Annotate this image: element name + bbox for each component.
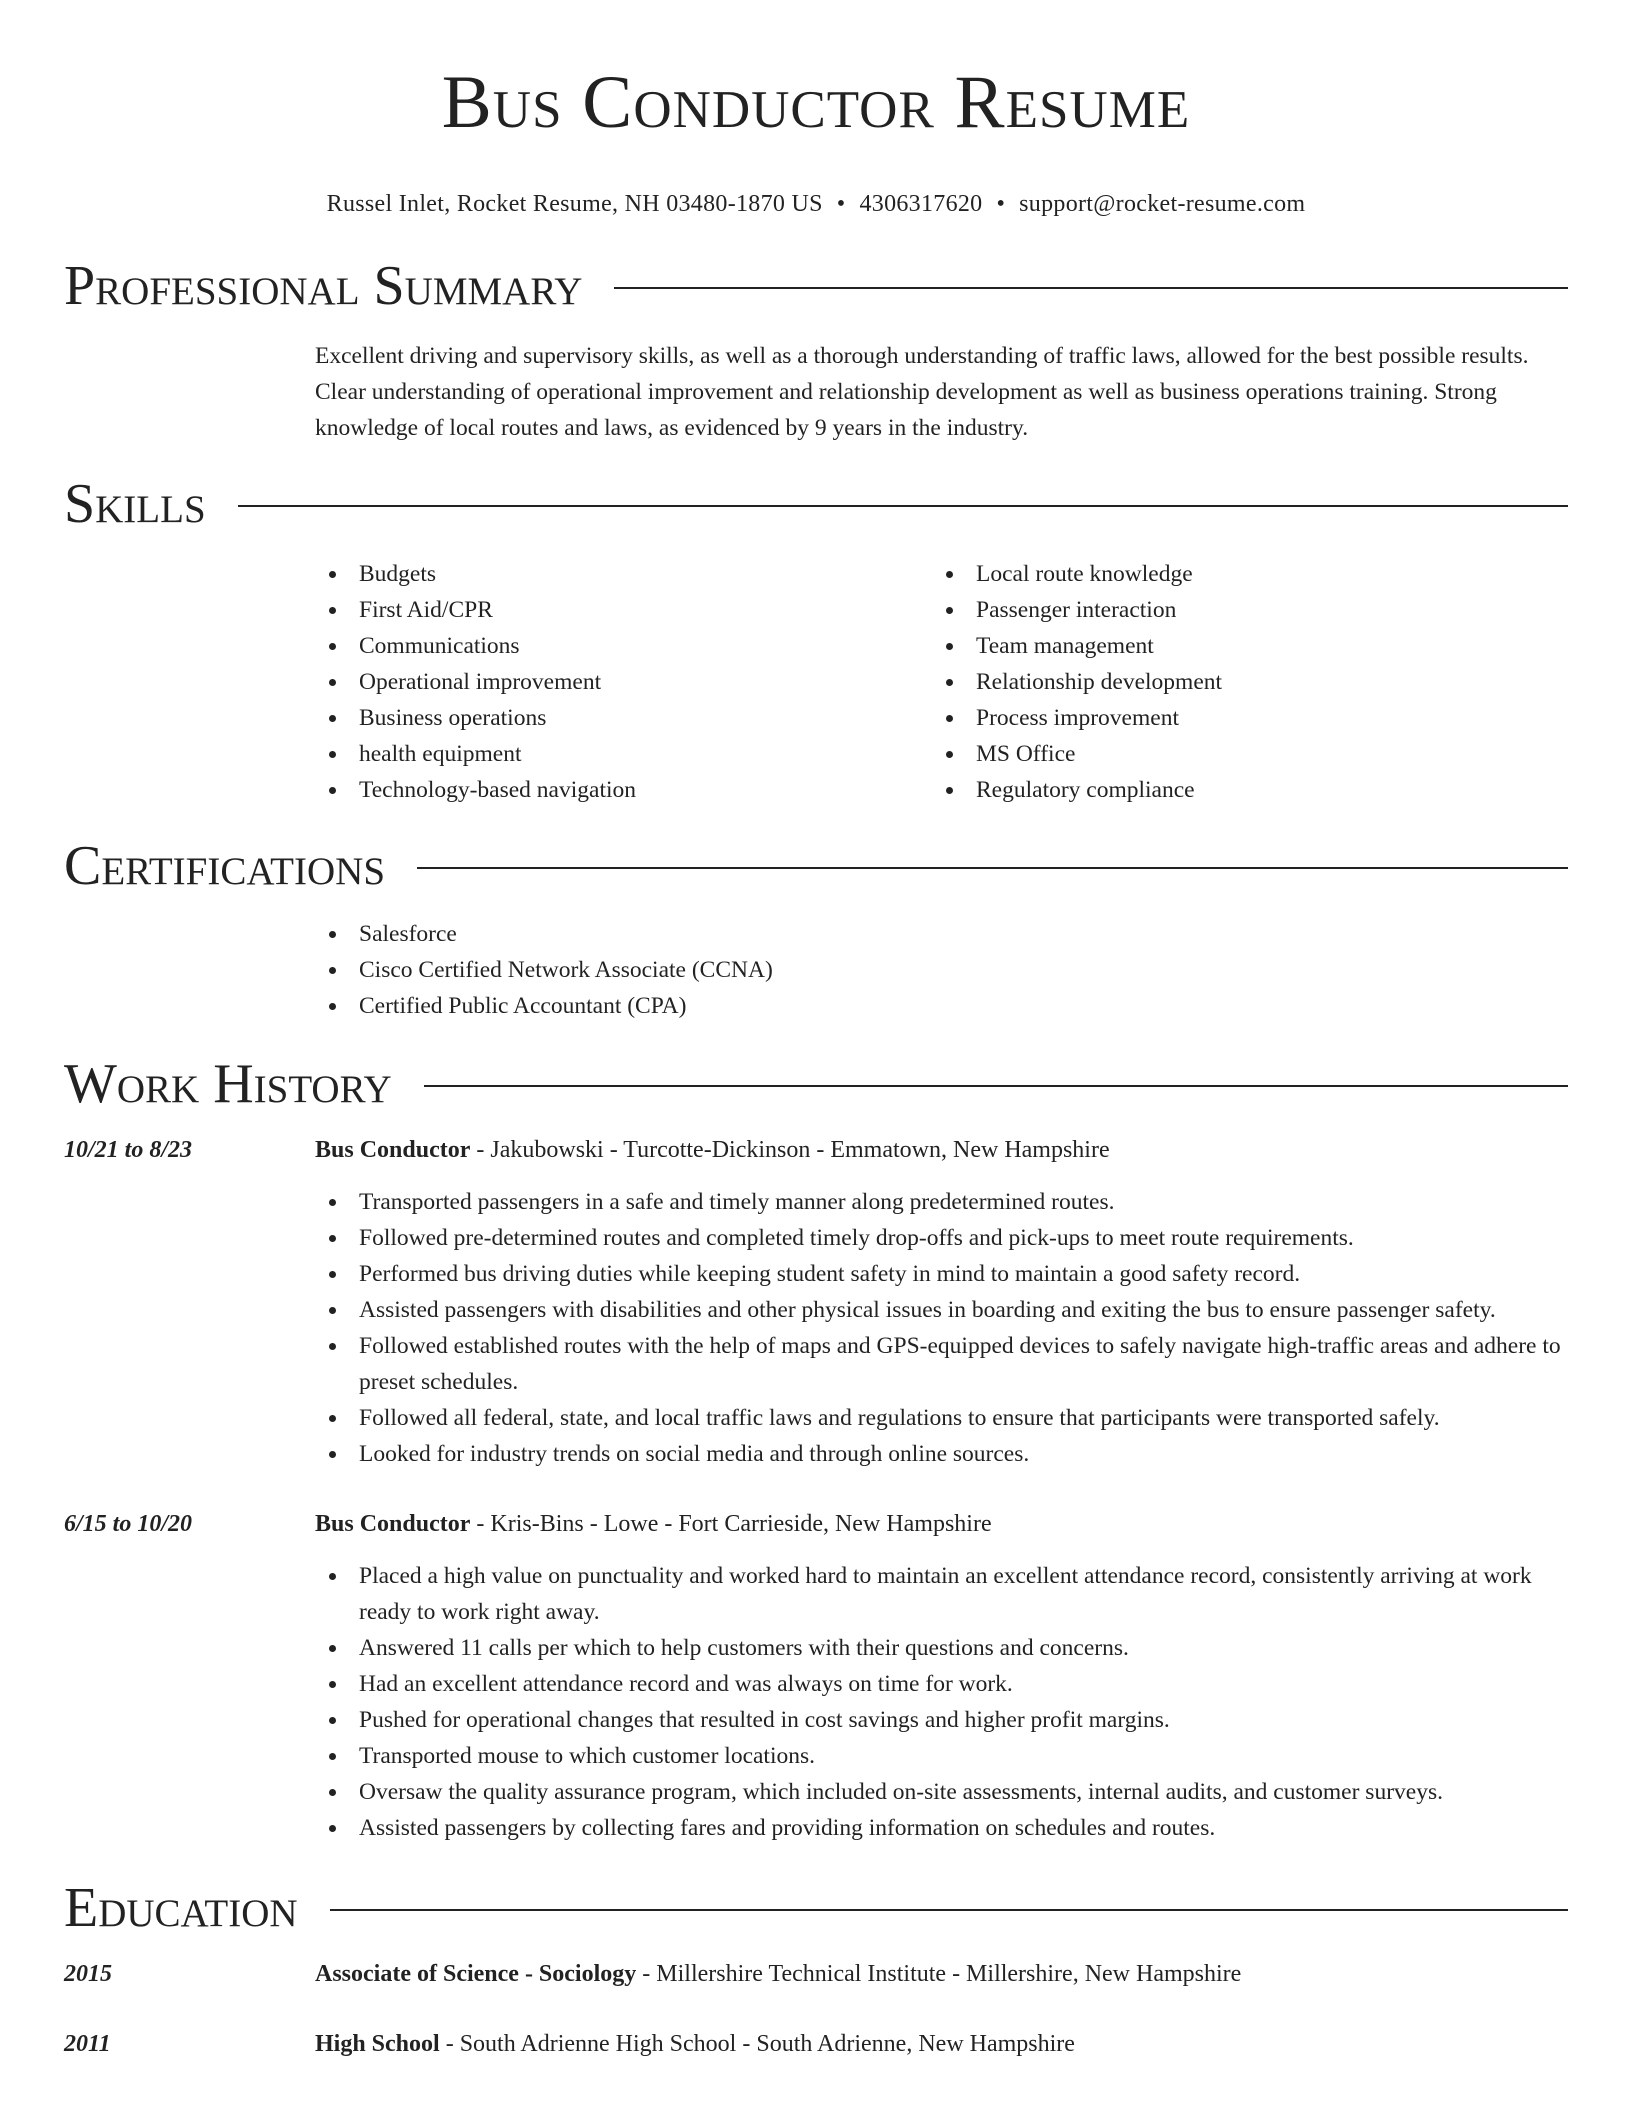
section-divider [238,505,1568,507]
job-dates: 10/21 to 8/23 [64,1137,193,1163]
list-item: MS Office [976,736,1549,772]
education-year: 2015 [64,1961,112,1987]
contact-line [64,188,1568,220]
job-dates: 6/15 to 10/20 [64,1511,193,1537]
job-details: - Kris-Bins - Lowe - Fort Carrieside, New Hampshire [470,1511,992,1537]
section-divider [417,867,1568,869]
education-line [315,1956,1241,1992]
section-title: Work History [64,1053,392,1115]
section-heading-certifications [64,834,1568,898]
list-item: Looked for industry trends on social media and through online sources. [359,1436,1568,1472]
list-item: Transported mouse to which customer locations. [359,1738,1568,1774]
list-item: Answered 11 calls per which to help customers with their questions and concerns. [359,1630,1568,1666]
list-item: Transported passengers in a safe and timely manner along predetermined routes. [359,1184,1568,1220]
list-item: Assisted passengers by collecting fares and providing information on schedules and routes. [359,1810,1568,1846]
job-header [64,1506,1568,1542]
skills-column-right [932,556,1549,808]
section-heading-work-history [64,1052,1568,1116]
list-item: Had an excellent attendance record and was always on time for work. [359,1666,1568,1702]
list-item: Process improvement [976,700,1549,736]
list-item: Budgets [359,556,932,592]
contact-phone: 4306317620 [859,191,983,217]
list-item: Followed pre-determined routes and completed timely drop-offs and pick-ups to meet route requirements. [359,1220,1568,1256]
list-item: Team management [976,628,1549,664]
list-item: Certified Public Accountant (CPA) [359,988,1568,1024]
list-item: First Aid/CPR [359,592,932,628]
list-item: Technology-based navigation [359,772,932,808]
list-item: Followed established routes with the help of maps and GPS-equipped devices to safely navigate high-traffic areas and adhere to preset schedules. [359,1328,1568,1400]
list-item: Regulatory compliance [976,772,1549,808]
contact-address: Russel Inlet, Rocket Resume, NH 03480-1870 US [326,191,823,217]
list-item: Salesforce [359,916,1568,952]
resume-title: Bus Conductor Resume [441,61,1191,144]
list-item: Communications [359,628,932,664]
section-heading-education [64,1876,1568,1940]
job-title: Bus Conductor [315,1137,471,1163]
list-item: Performed bus driving duties while keeping student safety in mind to maintain a good safety record. [359,1256,1568,1292]
job-title: Bus Conductor [315,1511,471,1537]
list-item: Business operations [359,700,932,736]
skills-list [315,556,1568,808]
section-heading-skills [64,472,1568,536]
list-item: Followed all federal, state, and local traffic laws and regulations to ensure that participants were transported safely. [359,1400,1568,1436]
education-details: - Millershire Technical Institute - Millershire, New Hampshire [636,1961,1242,1987]
list-item: Local route knowledge [976,556,1549,592]
section-divider [330,1909,1568,1911]
summary-text: Excellent driving and supervisory skills, as well as a thorough understanding of traffic laws, allowed for the best possible results. Clear understanding of operational improvement and relationship development as well as business operations training. Strong knowledge of local routes and laws, as evidenced by 9 years in the industry. [315,343,1529,441]
certifications-list [315,916,1568,1024]
list-item: Operational improvement [359,664,932,700]
list-item: Passenger interaction [976,592,1549,628]
job-details: - Jakubowski - Turcotte-Dickinson - Emmatown, New Hampshire [470,1137,1110,1163]
section-title: Professional Summary [64,255,583,317]
section-title: Certifications [64,835,386,897]
list-item: Placed a high value on punctuality and worked hard to maintain an excellent attendance record, consistently arriving at work ready to work right away. [359,1558,1568,1630]
job-header [64,1132,1568,1168]
job-bullets [315,1184,1568,1472]
job-bullets [315,1558,1568,1846]
job-title-line [315,1506,992,1542]
education-year: 2011 [64,2031,111,2057]
section-title: Skills [64,473,206,535]
education-entry [64,1956,1568,1992]
education-details: - South Adrienne High School - South Adrienne, New Hampshire [439,2031,1075,2057]
resume-page [64,0,1568,2062]
list-item: Assisted passengers with disabilities and other physical issues in boarding and exiting the bus to ensure passenger safety. [359,1292,1568,1328]
job-title-line [315,1132,1110,1168]
bullet-separator: • [836,191,846,217]
bullet-separator: • [996,191,1006,217]
list-item: Relationship development [976,664,1549,700]
education-degree: Associate of Science - Sociology [315,1961,637,1987]
list-item: Cisco Certified Network Associate (CCNA) [359,952,1568,988]
education-degree: High School [315,2031,440,2057]
contact-email[interactable]: support@rocket-resume.com [1019,191,1306,217]
list-item: Pushed for operational changes that resulted in cost savings and higher profit margins. [359,1702,1568,1738]
section-divider [424,1085,1568,1087]
education-line [315,2026,1075,2062]
section-heading-summary [64,254,1568,318]
education-entry [64,2026,1568,2062]
skills-column-left [315,556,932,808]
list-item: health equipment [359,736,932,772]
list-item: Oversaw the quality assurance program, which included on-site assessments, internal audits, and customer surveys. [359,1774,1568,1810]
section-divider [614,287,1568,289]
section-title: Education [64,1877,298,1939]
